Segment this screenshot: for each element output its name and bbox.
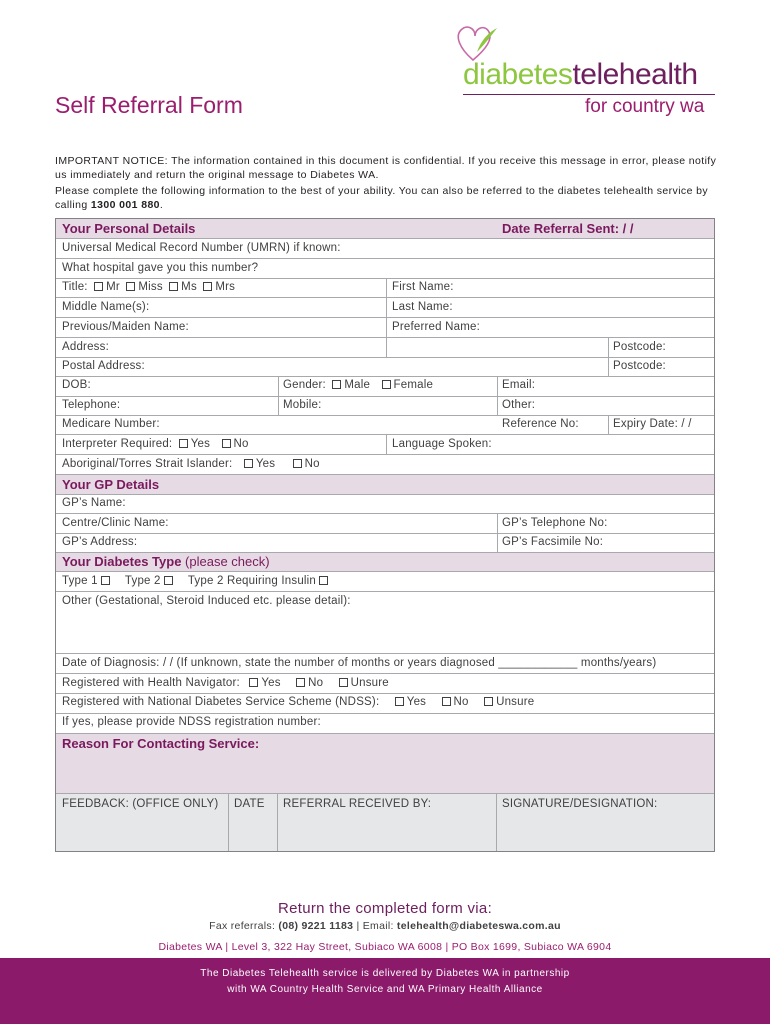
diagnosis-date-field[interactable]: Date of Diagnosis: / / (If unknown, state the number of months or years diagnosed ____________ months/years) (62, 657, 657, 669)
gender-field: Gender: Male Female (283, 379, 434, 391)
checkbox-type2-insulin[interactable] (319, 576, 328, 585)
ndss-field: Registered with National Diabetes Service Scheme (NDSS): Yes No Unsure (62, 696, 535, 708)
received-by-label: REFERRAL RECEIVED BY: (283, 798, 432, 810)
checkbox-navigator-yes[interactable] (249, 678, 258, 687)
important-notice: IMPORTANT NOTICE: The information contained in this document is confidential. If you receive this message in error, please notify us immediately and return the original message to Diabetes WA. (55, 155, 717, 181)
checkbox-miss[interactable] (126, 282, 135, 291)
gp-fax-field[interactable]: GP’s Facsimile No: (502, 536, 604, 548)
mobile-field[interactable]: Mobile: (283, 399, 322, 411)
last-name-field[interactable]: Last Name: (392, 301, 453, 313)
completion-instructions: Please complete the following information to the best of your ability. You can also be referred to the diabetes telehealth service by calling 1300 001 880. (55, 185, 709, 211)
checkbox-mrs[interactable] (203, 282, 212, 291)
gp-name-field[interactable]: GP’s Name: (62, 497, 126, 509)
checkbox-navigator-no[interactable] (296, 678, 305, 687)
checkbox-mr[interactable] (94, 282, 103, 291)
diabetes-type-heading: Your Diabetes Type (please check) (62, 554, 270, 569)
aboriginal-field: Aboriginal/Torres Strait Islander: Yes No (62, 458, 320, 470)
medicare-field[interactable]: Medicare Number: (62, 418, 160, 430)
personal-details-heading: Your Personal Details (62, 221, 196, 236)
other-phone-field[interactable]: Other: (502, 399, 536, 411)
checkbox-interpreter-yes[interactable] (179, 439, 188, 448)
fax-email-line: Fax referrals: (08) 9221 1183 | Email: telehealth@diabeteswa.com.au (209, 920, 561, 932)
checkbox-aboriginal-no[interactable] (293, 459, 302, 468)
checkbox-type2[interactable] (164, 576, 173, 585)
referral-phone: 1300 001 880 (90, 199, 160, 211)
dob-field[interactable]: DOB: (62, 379, 91, 391)
gp-address-field[interactable]: GP’s Address: (62, 536, 138, 548)
logo-rule (463, 94, 715, 95)
checkbox-ndss-yes[interactable] (395, 697, 404, 706)
medicare-reference-field[interactable]: Reference No: (502, 418, 579, 430)
health-navigator-field: Registered with Health Navigator: Yes No Unsure (62, 677, 389, 689)
checkbox-aboriginal-yes[interactable] (244, 459, 253, 468)
postal-postcode-field[interactable]: Postcode: (613, 360, 666, 372)
other-diabetes-field[interactable]: Other (Gestational, Steroid Induced etc. please detail): (62, 595, 351, 607)
checkbox-ndss-unsure[interactable] (484, 697, 493, 706)
checkbox-ms[interactable] (169, 282, 178, 291)
preferred-name-field[interactable]: Preferred Name: (392, 321, 481, 333)
medicare-expiry-field[interactable]: Expiry Date: / / (613, 418, 692, 430)
address-field[interactable]: Address: (62, 341, 109, 353)
first-name-field[interactable]: First Name: (392, 281, 454, 293)
language-field[interactable]: Language Spoken: (392, 438, 492, 450)
email-field[interactable]: Email: (502, 379, 536, 391)
email-link[interactable]: telehealth@diabeteswa.com.au (396, 920, 561, 932)
logo-subtitle: for country wa (585, 96, 705, 117)
fax-number: (08) 9221 1183 (278, 920, 354, 932)
hospital-field[interactable]: What hospital gave you this number? (62, 262, 259, 274)
page-title: Self Referral Form (55, 92, 243, 118)
gp-details-heading: Your GP Details (62, 477, 160, 492)
return-heading: Return the completed form via: (277, 900, 493, 917)
interpreter-field: Interpreter Required: Yes No (62, 438, 249, 450)
brand-logo (455, 22, 725, 122)
feedback-label: FEEDBACK: (OFFICE ONLY) (62, 798, 219, 810)
footer-line-1: The Diabetes Telehealth service is delivered by Diabetes WA in partnership (200, 968, 570, 979)
checkbox-interpreter-no[interactable] (222, 439, 231, 448)
checkbox-male[interactable] (332, 380, 341, 389)
gp-phone-field[interactable]: GP’s Telephone No: (502, 517, 608, 529)
title-field: Title: Mr Miss Ms Mrs (62, 281, 236, 293)
maiden-name-field[interactable]: Previous/Maiden Name: (62, 321, 189, 333)
checkbox-ndss-no[interactable] (442, 697, 451, 706)
referral-form (55, 218, 715, 852)
umrn-field[interactable]: Universal Medical Record Number (UMRN) if known: (62, 242, 341, 254)
telephone-field[interactable]: Telephone: (62, 399, 121, 411)
date-referral-sent[interactable]: Date Referral Sent: / / (502, 221, 634, 236)
checkbox-navigator-unsure[interactable] (339, 678, 348, 687)
clinic-name-field[interactable]: Centre/Clinic Name: (62, 517, 169, 529)
logo-wordmark: diabetestelehealth (463, 58, 698, 91)
postal-address-field[interactable]: Postal Address: (62, 360, 145, 372)
address-line: Diabetes WA | Level 3, 322 Hay Street, Subiaco WA 6008 | PO Box 1699, Subiaco WA 6904 (158, 941, 612, 953)
checkbox-type1[interactable] (101, 576, 110, 585)
ndss-number-field[interactable]: If yes, please provide NDSS registration number: (62, 716, 321, 728)
footer-band (0, 958, 770, 1024)
diabetes-type-options: Type 1 Type 2 Type 2 Requiring Insulin (62, 575, 331, 587)
footer-line-2: with WA Country Health Service and WA Primary Health Alliance (227, 984, 543, 995)
reason-heading: Reason For Contacting Service: (62, 736, 260, 751)
postcode-field[interactable]: Postcode: (613, 341, 666, 353)
middle-names-field[interactable]: Middle Name(s): (62, 301, 150, 313)
office-date-label: DATE (234, 798, 265, 810)
signature-label: SIGNATURE/DESIGNATION: (502, 798, 658, 810)
checkbox-female[interactable] (382, 380, 391, 389)
